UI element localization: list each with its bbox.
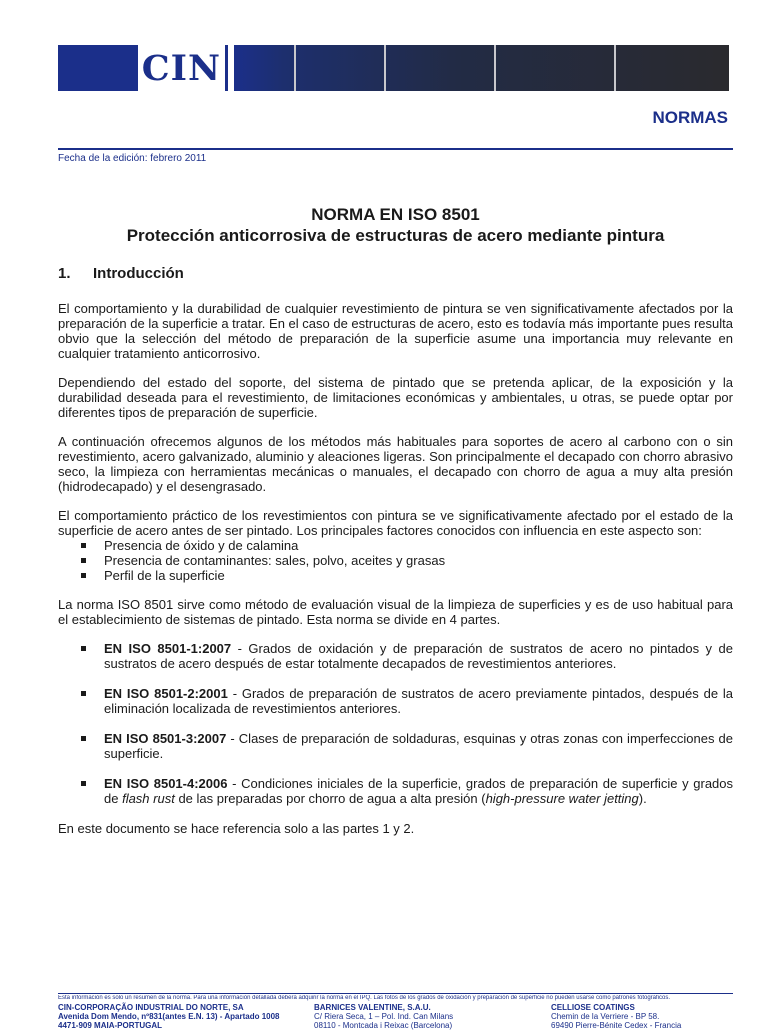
logo-block — [58, 45, 228, 91]
band-stripe — [294, 45, 296, 91]
footer-disclaimer: Esta información es solo un resumen de la norma. Para una información detallada deberá adquirir la norma en el IPQ. Las fotos de los grados de oxidación y preparación de superficie no pueden usarse como patrones fotográficos. — [58, 995, 671, 1001]
list-item — [58, 686, 733, 716]
standard-code: EN ISO 8501-2:2001 — [104, 686, 228, 701]
italic-term: flash rust — [122, 791, 175, 806]
footer-address-valentine — [314, 1003, 453, 1030]
standard-code: EN ISO 8501-3:2007 — [104, 731, 227, 746]
paragraph: En este documento se hace referencia solo a las partes 1 y 2. — [58, 821, 415, 836]
italic-term: high-pressure water jetting — [485, 791, 639, 806]
section-tag: NORMAS — [652, 108, 728, 127]
header-divider — [58, 148, 733, 150]
standard-code: EN ISO 8501-1:2007 — [104, 641, 232, 656]
factors-list — [58, 538, 733, 583]
list-item — [58, 641, 733, 671]
list-item: Perfil de la superficie — [58, 568, 733, 583]
footer-address-celliose — [551, 1003, 681, 1030]
band-stripe — [614, 45, 616, 91]
footer-divider — [58, 993, 733, 994]
document-title: NORMA EN ISO 8501 — [311, 205, 480, 224]
standard-description: - Clases de preparación de soldaduras, esquinas y otras zonas con imperfecciones de superficie. — [104, 731, 734, 761]
company-name: BARNICES VALENTINE, S.A.U. — [314, 1003, 431, 1012]
paragraph: A continuación ofrecemos algunos de los métodos más habituales para soportes de acero al carbono con o sin revestimiento, acero galvanizado, aluminio y aleaciones ligeras. Son principalmente el decapado con chorro abrasivo seco, la limpieza con herramientas mecánicas o manuales, el decapado con chorro de agua a muy alta presión (hidrodecapado) y el desengrasado. — [58, 434, 733, 494]
cin-logo: CIN — [138, 45, 225, 91]
paragraph: El comportamiento y la durabilidad de cualquier revestimiento de pintura se ven significativamente afectados por la preparación de la superficie a tratar. En el caso de estructuras de acero, esto es todavía más importante pues resulta obvio que la selección del método de preparación de la superficie asume una importancia muy relevante en cualquier tratamiento anticorrosivo. — [58, 301, 733, 361]
address-line: 4471-909 MAIA-PORTUGAL — [58, 1021, 163, 1030]
list-item — [58, 731, 733, 761]
footer-address-cin — [58, 1003, 280, 1030]
document-subtitle: Protección anticorrosiva de estructuras de acero mediante pintura — [126, 226, 665, 245]
standard-description: de las preparadas por chorro de agua a alta presión ( — [174, 791, 486, 806]
section-heading — [58, 265, 184, 282]
list-item: Presencia de contaminantes: sales, polvo, aceites y grasas — [58, 553, 733, 568]
band-stripe — [494, 45, 496, 91]
address-line: Avenida Dom Mendo, nº831(antes E.N. 13) - Apartado 1008 — [58, 1012, 280, 1021]
paragraph: La norma ISO 8501 sirve como método de evaluación visual de la limpieza de superficies y es de uso habitual para el establecimiento de sistemas de pintado. Esta norma se divide en 4 partes. — [58, 597, 733, 627]
list-item: Presencia de óxido y de calamina — [58, 538, 733, 553]
paragraph: Dependiendo del estado del soporte, del sistema de pintado que se pretenda aplicar, de la exposición y la durabilidad deseada para el revestimiento, de limitaciones económicas y ambientales, u otras, se puede optar por diferentes tipos de preparación de superficie. — [58, 375, 733, 420]
standard-description: - Condiciones iniciales de la superficie, grados de preparación de superficie y grados de — [104, 776, 734, 806]
address-line: C/ Riera Seca, 1 – Pol. Ind. Can Milans — [314, 1012, 454, 1021]
standard-parts-list — [58, 641, 733, 806]
standard-description: ). — [638, 791, 647, 806]
standard-description: - Grados de preparación de sustratos de acero previamente pintados, después de la eliminación localizada de revestimientos anteriores. — [104, 686, 733, 716]
header-band — [58, 45, 729, 91]
standard-code: EN ISO 8501-4:2006 — [104, 776, 228, 791]
company-name: CIN-CORPORAÇÃO INDUSTRIAL DO NORTE, SA — [58, 1003, 244, 1012]
edition-date: Fecha de la edición: febrero 2011 — [58, 153, 207, 164]
address-line: 69490 Pierre-Bénite Cedex - Francia — [551, 1021, 682, 1030]
band-stripe — [384, 45, 386, 91]
address-line: Chemin de la Verriere - BP 58. — [551, 1012, 660, 1021]
paragraph: El comportamiento práctico de los revestimientos con pintura se ve significativamente afectado por el estado de la superficie de acero antes de ser pintado. Los principales factores conocidos con influencia en este aspecto son: — [58, 508, 733, 538]
section-number: 1. — [58, 265, 71, 282]
standard-description: - Grados de oxidación y de preparación de sustratos de acero no pintados y de sustratos de acero después de estar totalmente decapados de revestimientos anteriores. — [104, 641, 733, 671]
section-title: Introducción — [93, 265, 184, 282]
list-item — [58, 776, 733, 806]
decorative-band — [234, 45, 729, 91]
document-body — [58, 301, 733, 850]
address-line: 08110 - Montcada i Reixac (Barcelona) — [314, 1021, 453, 1030]
company-name: CELLIOSE COATINGS — [551, 1003, 635, 1012]
